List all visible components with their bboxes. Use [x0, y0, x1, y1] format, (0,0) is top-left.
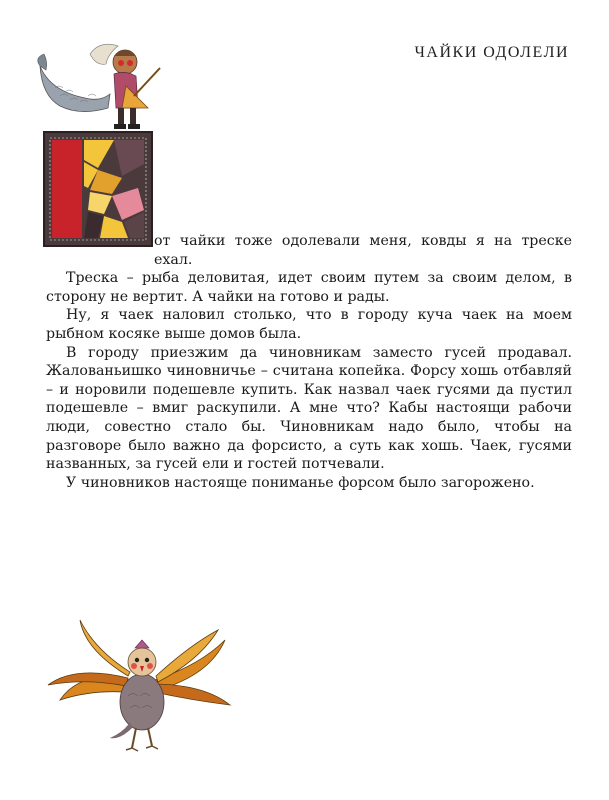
- paragraph-4: В городу приезжим да чиновникам заместо гусей продавал. Жалованьишко чиновничье – считана копейка. Форсу хошь отбавляй – и норовили подешевле купить. Как назвал чаек гусями да пустил подешевле – вмиг раскупили. А мне что? Кабы настоящи рабочи люди, совестно стало бы. Чиновникам надо было, чтобы на разговоре было важно да форсисто, а суть как хошь. Чаек, гусями названных, за гусей ели и гостей потчевали.: [46, 344, 572, 473]
- drop-cap-patchwork: [42, 130, 154, 248]
- story-text: [46, 232, 572, 492]
- paragraph-3: Ну, я чаек наловил столько, что в городу куча чаек на моем рыбном косяке выше домов была.: [46, 307, 572, 342]
- paragraph-1: от чайки тоже одолевали меня, ковды я на треске ехал.: [154, 233, 572, 268]
- right-wing: [154, 630, 230, 705]
- bird-illustration: [40, 610, 240, 760]
- running-title: ЧАЙКИ ОДОЛЕЛИ: [414, 44, 569, 61]
- paragraph-2: Треска – рыба деловитая, идет своим путем за своим делом, в сторону не вертит. А чайки на готово и рады.: [46, 270, 572, 305]
- paragraph-5: У чиновников настояще пониманье форсом было загорожено.: [66, 474, 535, 491]
- bird-body: [120, 674, 164, 730]
- mermaid-illustration: [30, 36, 180, 136]
- fish-tail: [40, 66, 110, 112]
- left-wing: [48, 620, 130, 700]
